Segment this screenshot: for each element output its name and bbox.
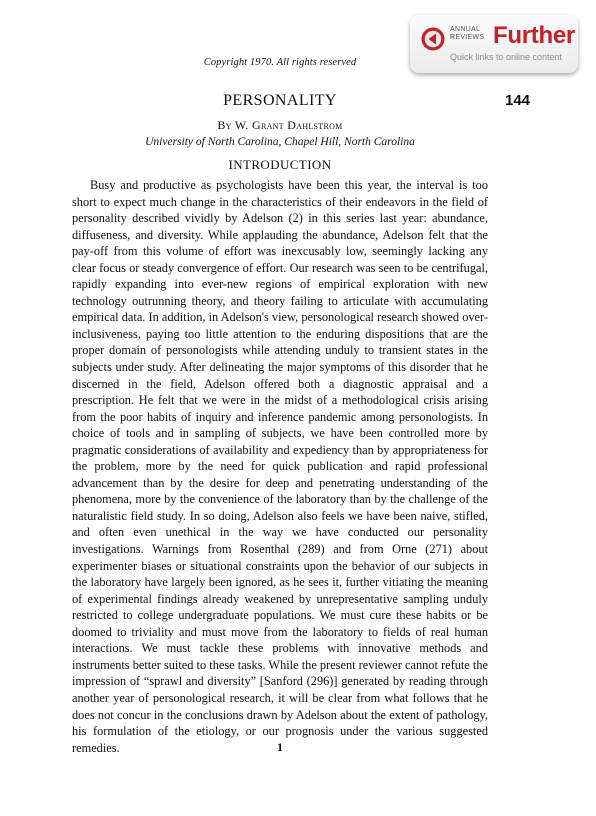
play-arrow-icon <box>421 27 445 51</box>
further-banner-button[interactable] <box>410 15 578 73</box>
section-heading: INTRODUCTION <box>228 157 332 172</box>
body-paragraph: Busy and productive as psychologists have been this year, the interval is too short to expect much change in the characteristics of their endeavors in the field of personality described vividly by Adelson (2) in this series last year: abundance, diffuseness, and diversity. While applauding the abundance, Adelson felt that the pay-off from this volume of effort was inexcusably low, seemingly lacking any clear focus or steady convergence of effort. Our research was seen to be centrifugal, rapidly expanding into ever-new regions of empirical exploration with new technology outrunning theory, and theory failing to articulate with accumulating empirical data. In addition, in Adelson's view, personological research showed over-inclusiveness, paying too little attention to the enduring dispositions that are the proper domain of personologists while attending unduly to transient states in the subjects under study. After delineating the major symptoms of this disorder that he discerned in the field, Adelson offered both a diagnostic appraisal and a prescription. He felt that we were in the midst of a methodological crisis arising from the poor habits of inquiry and inference pandemic among personologists. In choice of tools and in sampling of subjects, we have been controlled more by pragmatic considerations of availability and expediency than by appropriateness for the problem, more by the need for quick publication and rapid professional advancement than by the desire for deep and penetrating understanding of the phenomena, more by the convenience of the laboratory than by the challenge of the naturalistic field study. In so doing, Adelson also feels we have been naive, stifled, and often even unethical in the way we have conducted our personality investigations. Warnings from Rosenthal (289) and from Orne (271) about experimenter biases or situational constraints upon the behavior of our subjects in the laboratory have largely been ignored, as he sees it, further vitiating the meaning of experimental findings already weakened by unrepresentative sampling unduly restricted to college undergraduate populations. We must cure these habits or be doomed to triviality and must move from the laboratory to fields of real human interactions. We must tackle these problems with innovative methods and instruments better suited to these tasks. While the present reviewer cannot refute the impression of “sprawl and diversity” [Sanford (296)] generated by reading through another year of personological research, it will be clear from what follows that he does not concur in the conclusions drawn by Adelson about the extent of pathology, his formulation of the etiology, or our prognosis under the various suggested remedies. <box>72 178 488 755</box>
further-subtitle: Quick links to online content <box>450 52 563 62</box>
further-title: Further <box>493 22 575 49</box>
brand-line-2: REVIEWS <box>450 34 485 41</box>
author-affiliation: University of North Carolina, Chapel Hill, North Carolina <box>145 136 415 148</box>
page-number: 144 <box>505 92 531 109</box>
author-byline: By W. Grant Dahlstrom <box>217 118 343 132</box>
article-title: PERSONALITY <box>223 92 337 109</box>
footer-page-number: 1 <box>277 740 283 754</box>
annual-reviews-logo <box>450 26 484 42</box>
brand-line-1: ANNUAL <box>450 26 481 33</box>
copyright-notice: Copyright 1970. All rights reserved <box>203 57 357 68</box>
